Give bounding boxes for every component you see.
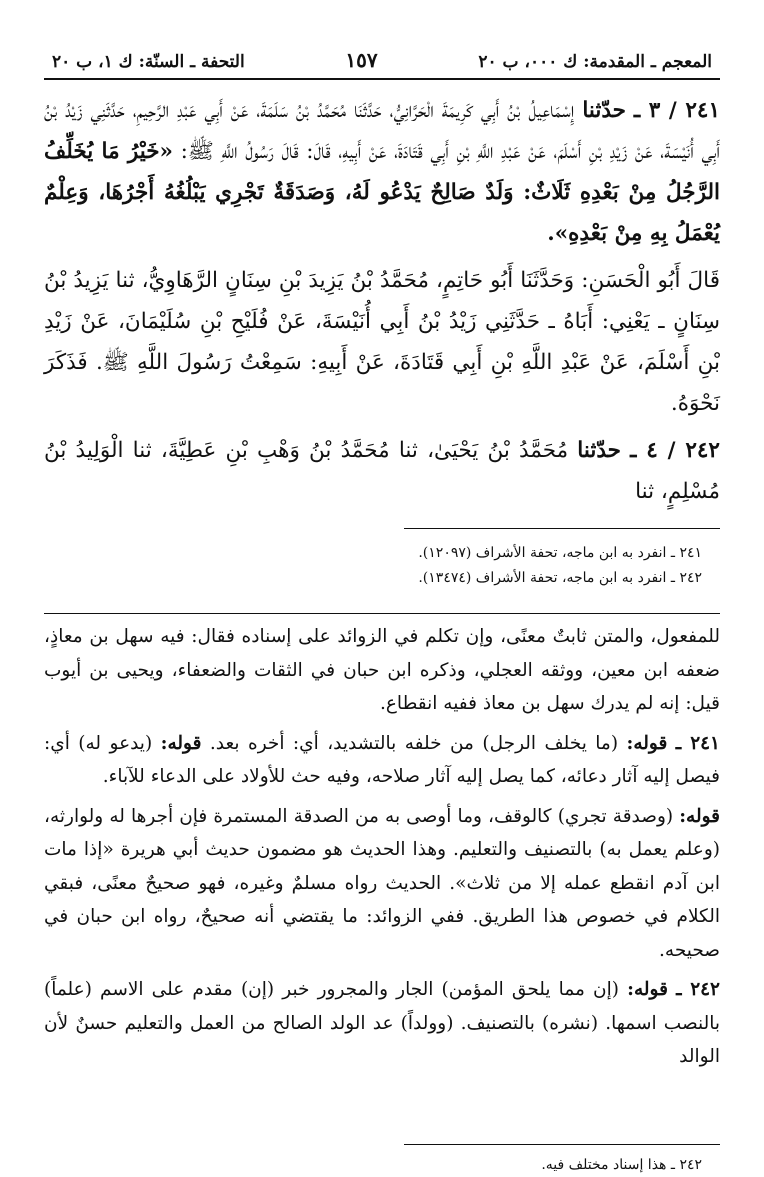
hadith-chain: مُحَمَّدُ بْنُ يَحْيَىٰ، ثنا مُحَمَّدُ بْنُ وَهْبِ بْنِ عَطِيَّةَ، ثنا الْوَلِيدُ بْنُ مُسْلِمٍ، ثنا <box>44 438 720 504</box>
commentary-paragraph <box>44 973 720 1074</box>
hadith-number: ٢٤٢ / ٤ ـ <box>630 438 720 463</box>
commentary-text: (ما يخلف الرجل) من خلفه بالتشديد، أي: أخره بعد. <box>209 732 619 754</box>
page-number: ١٥٧ <box>345 48 378 72</box>
commentary-keyword: قوله: <box>626 732 668 754</box>
hadith-lead: حدّثنا <box>577 438 621 463</box>
hadith-241-addition: قَالَ أَبُو الْحَسَنِ: وَحَدَّثَنَا أَبُو حَاتِمٍ، مُحَمَّدُ بْنُ يَزِيدَ بْنِ سِنَانٍ الرَّهَاوِيُّ، ثنا يَزِيدُ بْنُ سِنَانٍ ـ يَعْنِي: أَبَاهُ ـ حَدَّثَنِي زَيْدُ بْنُ أَبِي أُنَيْسَةَ، عَنْ فُلَيْحِ بْنِ سُلَيْمَانَ، عَنْ زَيْدِ بْنِ أَسْلَمَ، عَنْ عَبْدِ اللَّهِ بْنِ أَبِي قَتَادَةَ، عَنْ أَبِيهِ: سَمِعْتُ رَسُولَ اللَّهِ ﷺ. فَذَكَرَ نَحْوَهُ. <box>44 268 720 416</box>
hadith-241 <box>44 90 720 254</box>
commentary-number: ٢٤١ ـ <box>675 732 720 754</box>
bottom-divider <box>404 1144 720 1145</box>
header-right: المعجم ـ المقدمة: ك ٠٠٠، ب ٢٠ <box>478 52 712 72</box>
commentary-text: (إن مما يلحق المؤمن) الجار والمجرور خبر (إن) مقدم على الاسم (علماً) بالنصب اسمها. (نشره) بالتصنيف. (وولداً) عد الولد الصالح من العمل والتعليم حسنٌ لأن الوالد <box>44 979 720 1067</box>
commentary <box>44 620 720 1074</box>
commentary-keyword: قوله: <box>160 732 202 754</box>
commentary-number: ٢٤٢ ـ <box>676 979 720 1000</box>
hadith-242 <box>44 430 720 512</box>
footnote: ٢٤١ ـ انفرد به ابن ماجه، تحفة الأشراف (١٢٠٩٧). <box>418 545 702 561</box>
footnote-divider <box>404 528 720 529</box>
commentary-text: (يدعو له) أي: فيصل إليه آثار دعائه، كما يصل إليه آثار صلاحه، وفيه حث للأولاد على الدعاء للآباء. <box>44 732 720 787</box>
commentary-keyword: قوله: <box>679 805 720 827</box>
footnote: ٢٤٢ ـ انفرد به ابن ماجه، تحفة الأشراف (١٣٤٧٤). <box>418 570 702 586</box>
bottom-note: ٢٤٢ ـ هذا إسناد مختلف فيه. <box>541 1156 702 1173</box>
footnotes <box>44 541 720 591</box>
commentary-keyword: قوله: <box>627 979 668 1000</box>
header-left: التحفة ـ السنّة: ك ١، ب ٢٠ <box>52 52 245 72</box>
hadith-number: ٢٤١ / ٣ ـ <box>633 98 720 123</box>
commentary-paragraph: للمفعول، والمتن ثابتٌ معنًى، وإن تكلم في الزوائد على إسناده فقال: فيه سهل بن معاذٍ، ضعفه ابن معين، ووثقه العجلي، وذكره ابن حبان في الثقات والضعفاء، ويحيى بن أيوب قيل: إنه لم يدرك سهل بن معاذ ففيه انقطاع. <box>44 626 720 714</box>
hadith-quote: «خَيْرُ مَا يُخَلِّفُ الرَّجُلُ مِنْ بَعْدِهِ ثَلَاثٌ: وَلَدٌ صَالِحٌ يَدْعُو لَهُ، وَصَدَقَةٌ تَجْرِي يَبْلُغُهُ أَجْرُهَا، وَعِلْمٌ يُعْمَلُ بِهِ مِنْ بَعْدِهِ». <box>44 139 720 246</box>
hadith-text <box>44 90 720 512</box>
hadith-chain: إِسْمَاعِيلُ بْنُ أَبِي كَرِيمَةَ الْحَرَّانِيُّ، حَدَّثَنَا مُحَمَّدُ بْنُ سَلَمَةَ، عَنْ أَبِي عَبْدِ الرَّحِيمِ، حَدَّثَنِي زَيْدُ بْنُ أَبِي أُنَيْسَةَ، عَنْ زَيْدِ بْنِ أَسْلَمَ، عَنْ عَبْدِ اللَّهِ بْنِ أَبِي قَتَادَةَ، عَنْ أَبِيهِ، قَالَ: قَالَ رَسُولُ اللَّهِ ﷺ: <box>44 98 720 164</box>
commentary-paragraph <box>44 727 720 794</box>
commentary-divider <box>44 613 720 614</box>
commentary-paragraph <box>44 800 720 968</box>
running-header <box>44 48 720 80</box>
commentary-text: (وصدقة تجري) كالوقف، وما أوصى به من الصدقة المستمرة فإن أجرها له ولوارثه، (وعلم يعمل به) بالتصنيف والتعليم. وهذا الحديث هو مضمون حديث أبي هريرة «إذا مات ابن آدم انقطع عمله إلا من ثلاث». الحديث رواه مسلمٌ وغيره، فهو صحيحٌ معنًى، فبقي الكلام في خصوص هذا الطريق. ففي الزوائد: ما يقتضي أنه صحيحٌ، رواه ابن حبان في صحيحه. <box>44 805 720 961</box>
hadith-lead: حدّثنا <box>582 98 626 123</box>
